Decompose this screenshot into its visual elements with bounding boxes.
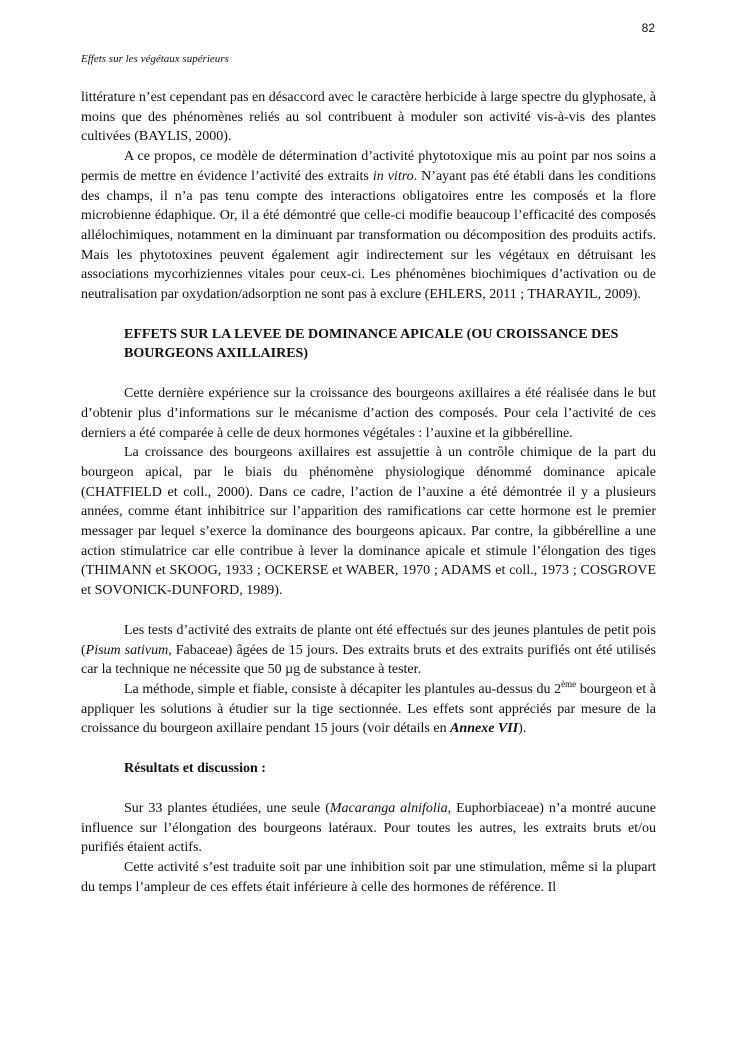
paragraph-7: Sur 33 plantes étudiées, une seule (Macaranga alnifolia, Euphorbiaceae) n’a montré aucune influence sur l’élongation des bourgeons latéraux. Pour toutes les autres, les extraits bruts et/ou purifiés étaient actifs.	[81, 800, 656, 856]
paragraph-4: La croissance des bourgeons axillaires est assujettie à un contrôle chimique de la part du bourgeon apical, par le biais du phénomène physiologique dénommé dominance apicale (CHATFIELD et coll., 2000). Dans ce cadre, l’action de l’auxine a été démontrée il y a plusieurs années, comme étant inhibitrice sur l’apparition des ramifications car cette hormone est le premier messager par lequel s’exerce la dominance des bourgeons apicaux. Par contre, la gibbérelline a une action stimulatrice car elle contribue à lever la dominance apicale et stimule l’élongation des tiges (THIMANN et SKOOG, 1933 ; OCKERSE et WABER, 1970 ; ADAMS et coll., 1973 ; COSGROVE et SOVONICK-DUNFORD, 1989).	[81, 445, 656, 599]
paragraph-3: Cette dernière expérience sur la croissance des bourgeons axillaires a été réalisée dans le but d’obtenir plus d’informations sur le mécanisme d’action des composés. Pour cela l’activité de ces derniers a été comparée à celle de deux hormones végétales : l’auxine et la gibbérelline.	[81, 386, 656, 441]
annex-reference: Annexe VII	[450, 721, 519, 737]
italic-in-vitro: in vitro	[372, 168, 414, 184]
paragraph-8: Cette activité s’est traduite soit par une inhibition soit par une stimulation, même si la plupart du temps l’ampleur de ces effets était inférieure à celle des hormones de référence. Il	[81, 859, 656, 895]
document-body	[81, 88, 656, 897]
running-header: Effets sur les végétaux supérieurs	[81, 53, 229, 65]
paragraph-6: La méthode, simple et fiable, consiste à décapiter les plantules au-dessus du 2ème bourgeon et à appliquer les solutions à étudier sur la tige sectionnée. Les effets sont appréciés par mesure de la croissance du bourgeon axillaire pendant 15 jours (voir détails en Annexe VII).	[81, 678, 656, 737]
results-subheading: Résultats et discussion :	[124, 761, 266, 777]
paragraph-1: littérature n’est cependant pas en désaccord avec le caractère herbicide à large spectre du glyphosate, à moins que des phénomènes reliés au sol contribuent à moduler son activité vis-à-vis des plantes cultivées (BAYLIS, 2000).	[81, 90, 656, 145]
paragraph-5: Les tests d’activité des extraits de plante ont été effectués sur des jeunes plantules de petit pois (Pisum sativum, Fabaceae) âgées de 15 jours. Des extraits bruts et des extraits purifiés ont été utilisés car la technique ne nécessite que 50 µg de substance à tester.	[81, 622, 656, 678]
italic-pisum-sativum: Pisum sativum	[85, 642, 169, 658]
italic-macaranga: Macaranga alnifolia	[329, 800, 448, 816]
page-number: 82	[641, 21, 655, 35]
paragraph-2: A ce propos, ce modèle de détermination d’activité phytotoxique mis au point par nos soins a permis de mettre en évidence l’activité des extraits in vitro. N’ayant pas été établi dans les conditions des champs, il n’a pas tenu compte des interactions obligatoires entre les composés et la flore microbienne édaphique. Or, il a été démontré que celle-ci modifie beaucoup l’efficacité des composés allélochimiques, notamment en la diminuant par transformation ou décomposition des produits actifs. Mais les phytotoxines peuvent également agir indirectement sur les végétaux en détruisant les associations mycorhiziennes vitales pour ceux-ci. Les phénomènes biochimiques d’activation ou de neutralisation par oxydation/adsorption ne sont pas à exclure (EHLERS, 2011 ; THARAYIL, 2009).	[81, 149, 657, 303]
superscript-eme: ème	[561, 678, 577, 689]
section-heading: EFFETS SUR LA LEVEE DE DOMINANCE APICALE (OU CROISSANCE DES BOURGEONS AXILLAIRES)	[124, 326, 619, 362]
